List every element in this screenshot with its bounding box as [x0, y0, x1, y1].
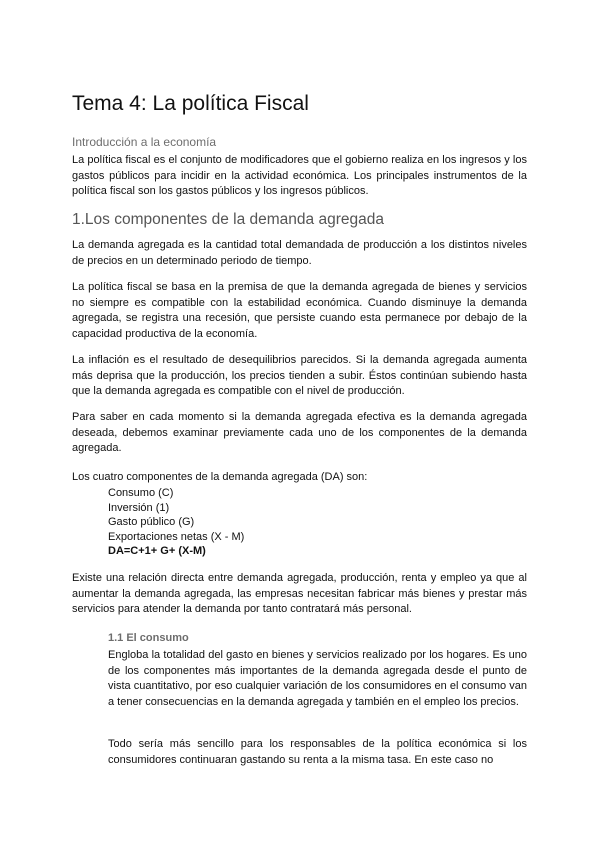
- subsection-paragraph-1: Engloba la totalidad del gasto en bienes y servicios realizado por los hogares. Es uno de los componentes más importantes de la demanda agregada desde el punto de vista cuantitativo, por eso cualquier variación de los consumidores en el consumo van a tener consecuencias en la demanda agregada y también en el empleo los precios.: [108, 649, 527, 708]
- section-1-paragraph-5: Existe una relación directa entre demanda agregada, producción, renta y empleo ya que al aumentar la demanda agregada, las empresas necesitan fabricar más bienes y prestar más servicios para atender la demanda por tanto contratará más personal.: [72, 572, 527, 615]
- section-1-paragraph-4: Para saber en cada momento si la demanda agregada efectiva es la demanda agregada deseada, debemos examinar previamente cada uno de los componentes de la demanda agregada.: [72, 411, 527, 454]
- section-1-heading: 1.Los componentes de la demanda agregada: [72, 211, 384, 228]
- section-1-paragraph-3: La inflación es el resultado de desequilibrios parecidos. Si la demanda agregada aumenta más deprisa que la producción, los precios tienden a subir. Éstos continúan subiendo hasta que la demanda agregada es compatible con el nivel de producción.: [72, 354, 527, 397]
- page-title: Tema 4: La política Fiscal: [72, 92, 309, 115]
- list-item: Exportaciones netas (X - M): [108, 530, 245, 543]
- components-intro: Los cuatro componentes de la demanda agregada (DA) son:: [72, 471, 368, 483]
- subsection-paragraph-2: Todo sería más sencillo para los responsables de la política económica si los consumidores continuaran gastando su renta a la misma tasa. En este caso no: [108, 738, 527, 766]
- subsection-heading: 1.1 El consumo: [108, 632, 189, 644]
- list-item: Gasto público (G): [108, 516, 195, 528]
- components-list: [108, 486, 244, 559]
- section-1-paragraph-2: La política fiscal se basa en la premisa de que la demanda agregada de bienes y servicios no siempre es compatible con la estabilidad económica. Cuando disminuye la demanda agregada, se registra una recesión, que persiste cuando esta permanece por debajo de la capacidad productiva de la economía.: [72, 281, 527, 340]
- intro-heading: Introducción a la economía: [72, 135, 217, 149]
- intro-paragraph: La política fiscal es el conjunto de modificadores que el gobierno realiza en los ingresos y los gastos públicos para incidir en la actividad económica. Los principales instrumentos de la política fiscal son los gastos públicos y los ingresos públicos.: [72, 154, 527, 197]
- formula: DA=C+1+ G+ (X-M): [108, 545, 206, 557]
- list-item: Inversión (1): [108, 501, 170, 514]
- section-1-paragraph-1: La demanda agregada es la cantidad total demandada de producción a los distintos niveles de precios en un determinado periodo de tiempo.: [72, 239, 527, 267]
- list-item: Consumo (C): [108, 487, 174, 499]
